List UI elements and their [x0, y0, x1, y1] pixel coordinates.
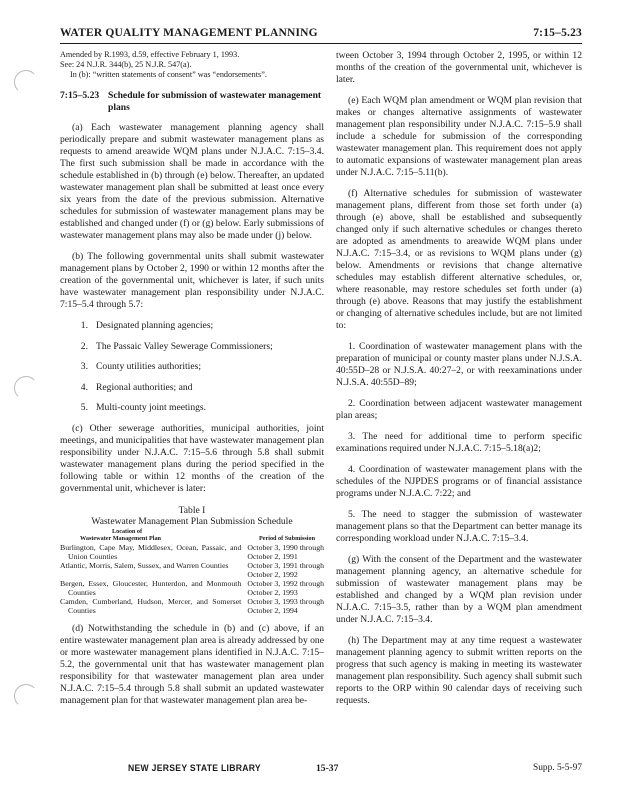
punch-hole-mark [14, 70, 38, 94]
list-item: 4. Regional authorities; and [80, 381, 193, 393]
table-row: Bergen, Essex, Gloucester, Hunterdon, and Monmouth Counties October 3, 1992 through October 2, 1993 [60, 579, 324, 597]
table-title: Wastewater Management Plan Submission Schedule [91, 516, 293, 527]
library-stamp: NEW JERSEY STATE LIBRARY [128, 762, 261, 774]
schedule-rows [60, 543, 324, 615]
right-column [336, 50, 582, 716]
list-item: 3. The need for additional time to perform specific examinations required under N.J.A.C. 7:15–5.18(a)2; [336, 431, 582, 454]
page-number: 15-37 [316, 763, 339, 774]
list-item: 2. The Passaic Valley Sewerage Commissioners; [80, 340, 273, 352]
amendment-note: See: 24 N.J.R. 344(b), 25 N.J.R. 547(a). [60, 60, 192, 69]
punch-hole-mark [14, 684, 38, 708]
alternative-schedule-reasons-list [336, 341, 582, 545]
list-item: 1. Designated planning agencies; [80, 320, 214, 331]
list-item: 5. The need to stagger the submission of wastewater management plans so that the Department can better manage its corresponding workload under N.J.A.C. 7:15–3.4. [336, 509, 582, 544]
paragraph-b: (b) The following governmental units shall submit wastewater management plans by October 2, 1990 or within 12 months after the creation of the governmental unit, whichever is later, if such units have wastewater management plan responsibility under N.J.A.C. 7:15–5.4 through 5.7: [60, 251, 324, 310]
list-item: 4. Coordination of wastewater management plans with the schedules of the NJPDES programs or of financial assistance programs under N.J.A.C. 7:22; and [336, 464, 582, 499]
paragraph-g: (g) With the consent of the Department and the wastewater management planning agency, an alternative schedule for submission of wastewater management plans may be established and changed by a WQM plan revision under N.J.A.C. 7:15–3.5, rather than by a WQM plan amendment under N.J.A.C. 7:15–3.4. [336, 554, 582, 625]
table-row: Camden, Cumberland, Hudson, Mercer, and Somerset Counties October 3, 1993 through October 2, 1994 [60, 597, 324, 615]
page-footer [60, 763, 582, 777]
table-header [60, 528, 324, 542]
column-header: Wastewater Management Plan [80, 535, 161, 542]
header-section: 7:15–5.23 [533, 27, 582, 39]
column-header: Location of [112, 528, 143, 535]
amendment-note: Amended by R.1993, d.59, effective February 1, 1993. [60, 50, 240, 59]
amendment-note: In (b): “written statements of consent” was “endorsements”. [70, 70, 267, 79]
left-column [60, 50, 324, 716]
column-header: Period of Submission [258, 535, 316, 542]
paragraph-a: (a) Each wastewater management planning agency shall periodically prepare and submit wastewater management plans as requests to amend areawide WQM plans under N.J.A.C. 7:15–3.4. The first such submission shall be made in accordance with the schedule established in (b) through (e) below. Thereafter, an updated wastewater management plan shall be submitted at least once every six years from the date of the previous submission. Alternative schedules for submission of wastewater management plans may be established and changed under (f) or (g) below. Early submissions of wastewater management plans may also be made under (j) below. [60, 122, 324, 241]
punch-hole-mark [14, 376, 38, 400]
list-item: 1. Coordination of wastewater management plans with the preparation of municipal or county master plans under N.J.S.A. 40:55D–28 or N.J.S.A. 40:27–2, or with reexaminations under N.J.S.A. 40:55D–89; [336, 341, 582, 388]
paragraph-f: (f) Alternative schedules for submission of wastewater management plans, different from those set forth under (a) through (e) above, shall be established and subsequently changed only if such alternative schedules or changes thereto are adopted as amendments to areawide WQM plans under N.J.A.C. 7:15–3.4, or as revisions to WQM plans under (g) below. Amendments or revisions that change alternative schedules may establish different alternative schedules, or, where reasonable, may restore schedules set forth under (a) through (e) above. Reasons that may justify the establishment or changing of alternative schedules include, but are not limited to: [336, 188, 582, 331]
paragraph-h: (h) The Department may at any time request a wastewater management planning agency to submit written reports on the progress that such agency is making in meeting its wastewater management plan responsibility. Such agency shall submit such reports to the ORP within 90 calendar days of receiving such requests. [336, 635, 582, 706]
schedule-table [60, 505, 324, 615]
list-item: 3. County utilities authorities; [80, 361, 201, 372]
paragraph-e: (e) Each WQM plan amendment or WQM plan revision that makes or changes alternative assignments of wastewater management plan responsibility under N.J.A.C. 7:15–5.9 shall include a schedule for submission of the corresponding wastewater management plan. This requirement does not apply to automatic expansions of wastewater management plan areas under N.J.A.C. 7:15–5.11(b). [336, 95, 582, 178]
table-row: Atlantic, Morris, Salem, Sussex, and Warren Counties October 3, 1991 through October 2, 1992 [60, 561, 324, 579]
running-header [60, 25, 582, 44]
table-number: Table I [178, 505, 206, 516]
paragraph-d-continued: tween October 3, 1994 through October 2, 1995, or within 12 months of the creation of the governmental unit, whichever is later. [336, 50, 582, 85]
section-number: 7:15–5.23 [60, 90, 100, 101]
governmental-units-list [60, 320, 324, 414]
paragraph-d: (d) Notwithstanding the schedule in (b) and (c) above, if an entire wastewater management plan area is already addressed by one or more wastewater management plans identified in N.J.A.C. 7:15–5.2, the governmental unit that has wastewater management plan responsibility for that wastewater management plan area under N.J.A.C. 7:15–5.4 through 5.8 shall submit an updated wastewater management plan for that wastewater management plan area be- [60, 623, 324, 706]
paragraph-c: (c) Other sewerage authorities, municipal authorities, joint meetings, and municipalities that have wastewater management plan responsibility under N.J.A.C. 7:15–5.6 through 5.8 shall submit wastewater management plans during the period specified in the following table or within 12 months of the creation of the governmental unit, whichever is later: [60, 423, 324, 494]
table-row: Burlington, Cape May, Middlesex, Ocean, Passaic, and Union Counties October 3, 1990 through October 2, 1991 [60, 543, 324, 561]
list-item: 2. Coordination between adjacent wastewater management plan areas; [336, 398, 582, 421]
section-heading [60, 90, 324, 114]
supplement-date: Supp. 5-5-97 [533, 763, 582, 773]
list-item: 5. Multi-county joint meetings. [80, 402, 207, 413]
section-title: Schedule for submission of wastewater management plans [108, 90, 322, 113]
header-title: WATER QUALITY MANAGEMENT PLANNING [60, 27, 318, 39]
